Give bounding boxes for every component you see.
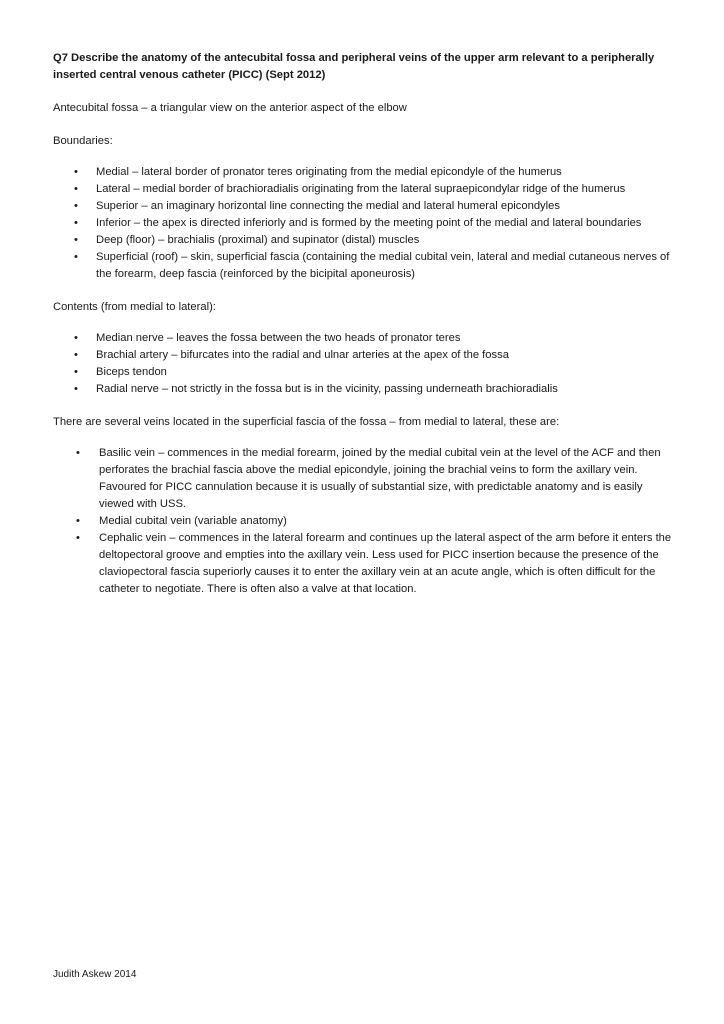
- bullet-glyph: •: [74, 366, 78, 378]
- list-item-text: Superficial (roof) – skin, superficial fascia (containing the medial cubital vein, lateral and medial cutaneous nerves of the forearm, deep fascia (reinforced by the bicipital aponeurosis): [96, 251, 670, 280]
- bullet-glyph: •: [74, 166, 78, 178]
- list-item-text: Lateral – medial border of brachioradialis originating from the lateral supraepicondylar ridge of the humerus: [96, 183, 626, 195]
- contents-heading: Contents (from medial to lateral):: [53, 301, 216, 313]
- bullet-glyph: •: [74, 217, 78, 229]
- list-item: [53, 530, 675, 598]
- list-item: [53, 513, 675, 530]
- document-body: [53, 50, 675, 598]
- list-item: [53, 249, 675, 283]
- list-item: [53, 330, 675, 347]
- list-item-text: Biceps tendon: [96, 366, 167, 378]
- bullet-glyph: •: [76, 515, 80, 527]
- boundaries-list: [53, 164, 675, 283]
- bullet-glyph: •: [74, 349, 78, 361]
- veins-heading: There are several veins located in the superficial fascia of the fossa – from medial to lateral, these are:: [53, 416, 560, 428]
- list-item: [53, 198, 675, 215]
- list-item-text: Inferior – the apex is directed inferiorly and is formed by the meeting point of the medial and lateral boundaries: [96, 217, 642, 229]
- list-item: [53, 381, 675, 398]
- bullet-glyph: •: [74, 183, 78, 195]
- bullet-glyph: •: [74, 200, 78, 212]
- contents-list: [53, 330, 675, 398]
- list-item-text: Medial cubital vein (variable anatomy): [99, 515, 287, 527]
- list-item-text: Median nerve – leaves the fossa between the two heads of pronator teres: [96, 332, 461, 344]
- veins-list: [53, 445, 675, 598]
- list-item: [53, 445, 675, 513]
- list-item: [53, 232, 675, 249]
- list-item: [53, 215, 675, 232]
- list-item-text: Cephalic vein – commences in the lateral forearm and continues up the lateral aspect of the arm before it enters the deltopectoral groove and empties into the axillary vein. Less used for PICC insertion because the presence of the claviopectoral fascia superiorly causes it to enter the axillary vein at an acute angle, which is often difficult for the catheter to negotiate. There is often also a valve at that location.: [99, 532, 672, 595]
- list-item-text: Deep (floor) – brachialis (proximal) and supinator (distal) muscles: [96, 234, 420, 246]
- document-title: Q7 Describe the anatomy of the antecubital fossa and peripheral veins of the upper arm relevant to a peripherally inserted central venous catheter (PICC) (Sept 2012): [53, 52, 655, 81]
- intro-paragraph: Antecubital fossa – a triangular view on the anterior aspect of the elbow: [53, 102, 407, 114]
- bullet-glyph: •: [74, 383, 78, 395]
- list-item-text: Brachial artery – bifurcates into the radial and ulnar arteries at the apex of the fossa: [96, 349, 509, 361]
- list-item-text: Basilic vein – commences in the medial forearm, joined by the medial cubital vein at the level of the ACF and then perforates the brachial fascia above the medial epicondyle, joining the brachial veins to form the axillary vein. Favoured for PICC cannulation because it is usually of substantial size, with predictable anatomy and is easily viewed with USS.: [99, 447, 661, 510]
- list-item: [53, 164, 675, 181]
- list-item-text: Superior – an imaginary horizontal line connecting the medial and lateral humeral epicondyles: [96, 200, 560, 212]
- list-item: [53, 364, 675, 381]
- list-item: [53, 181, 675, 198]
- list-item-text: Medial – lateral border of pronator teres originating from the medial epicondyle of the humerus: [96, 166, 562, 178]
- bullet-glyph: •: [74, 234, 78, 246]
- list-item-text: Radial nerve – not strictly in the fossa but is in the vicinity, passing underneath brachioradialis: [96, 383, 558, 395]
- boundaries-heading: Boundaries:: [53, 135, 113, 147]
- bullet-glyph: •: [74, 332, 78, 344]
- bullet-glyph: •: [76, 447, 80, 459]
- list-item: [53, 347, 675, 364]
- bullet-glyph: •: [76, 532, 80, 544]
- page-footer: Judith Askew 2014: [53, 969, 137, 980]
- bullet-glyph: •: [74, 251, 78, 263]
